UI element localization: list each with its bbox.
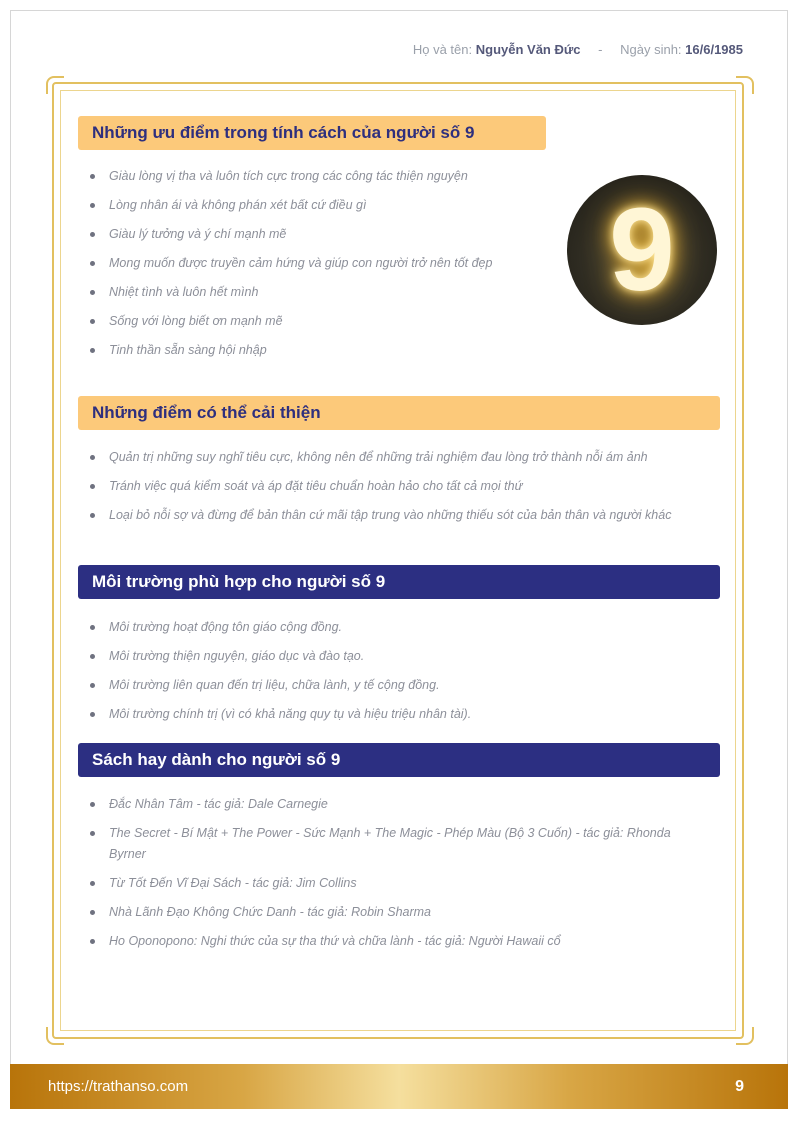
list-item: Loại bỏ nỗi sợ và đừng để bản thân cứ mãi tập trung vào những thiếu sót của bản thân và người khác — [90, 505, 700, 526]
frame-corner-ornament — [46, 1027, 64, 1045]
list-item: Môi trường hoạt động tôn giáo cộng đồng. — [90, 617, 700, 638]
number-badge-digit: 9 — [609, 184, 675, 316]
list-item: Từ Tốt Đến Vĩ Đại Sách - tác giả: Jim Collins — [90, 873, 700, 894]
improvements-list — [90, 447, 700, 534]
list-item: Môi trường thiện nguyện, giáo dục và đào tạo. — [90, 646, 700, 667]
name-value: Nguyễn Văn Đức — [475, 42, 581, 57]
books-list — [90, 794, 700, 960]
books-title: Sách hay dành cho người số 9 — [78, 743, 720, 777]
list-item: Lòng nhân ái và không phán xét bất cứ điều gì — [90, 195, 540, 216]
list-item: Quản trị những suy nghĩ tiêu cực, không nên để những trải nghiệm đau lòng trở thành nỗi ám ảnh — [90, 447, 700, 468]
strengths-list — [90, 166, 540, 369]
environment-title: Môi trường phù hợp cho người số 9 — [78, 565, 720, 599]
page-number: 9 — [735, 1078, 744, 1095]
list-item: Giàu lý tưởng và ý chí mạnh mẽ — [90, 224, 540, 245]
frame-corner-ornament — [46, 76, 64, 94]
list-item: Sống với lòng biết ơn mạnh mẽ — [90, 311, 540, 332]
list-item: Giàu lòng vị tha và luôn tích cực trong các công tác thiện nguyện — [90, 166, 540, 187]
list-item: Ho Oponopono: Nghi thức của sự tha thứ và chữa lành - tác giả: Người Hawaii cổ — [90, 931, 700, 952]
environment-list — [90, 617, 700, 733]
frame-corner-ornament — [736, 76, 754, 94]
list-item: Môi trường liên quan đến trị liệu, chữa lành, y tế cộng đồng. — [90, 675, 700, 696]
list-item: Đắc Nhân Tâm - tác giả: Dale Carnegie — [90, 794, 700, 815]
improvements-title: Những điểm có thể cải thiện — [78, 396, 720, 430]
list-item: Môi trường chính trị (vì có khả năng quy tụ và hiệu triệu nhân tài). — [90, 704, 700, 725]
header-info — [413, 42, 743, 57]
dob-value: 16/6/1985 — [685, 42, 743, 57]
list-item: Nhiệt tình và luôn hết mình — [90, 282, 540, 303]
header-separator: - — [598, 42, 603, 57]
list-item: The Secret - Bí Mật + The Power - Sức Mạnh + The Magic - Phép Màu (Bộ 3 Cuốn) - tác giả: Rhonda Byrner — [90, 823, 700, 865]
list-item: Mong muốn được truyền cảm hứng và giúp con người trở nên tốt đẹp — [90, 253, 540, 274]
list-item: Tinh thần sẵn sàng hội nhập — [90, 340, 540, 361]
dob-label: Ngày sinh: — [620, 42, 682, 57]
name-label: Họ và tên: — [412, 42, 473, 57]
strengths-title: Những ưu điểm trong tính cách của người số 9 — [78, 116, 546, 150]
frame-corner-ornament — [736, 1027, 754, 1045]
footer-bar — [10, 1064, 788, 1109]
list-item: Nhà Lãnh Đạo Không Chức Danh - tác giả: Robin Sharma — [90, 902, 700, 923]
footer-website-link[interactable]: https://trathanso.com — [48, 1078, 189, 1095]
list-item: Tránh việc quá kiểm soát và áp đặt tiêu chuẩn hoàn hảo cho tất cả mọi thứ — [90, 476, 700, 497]
